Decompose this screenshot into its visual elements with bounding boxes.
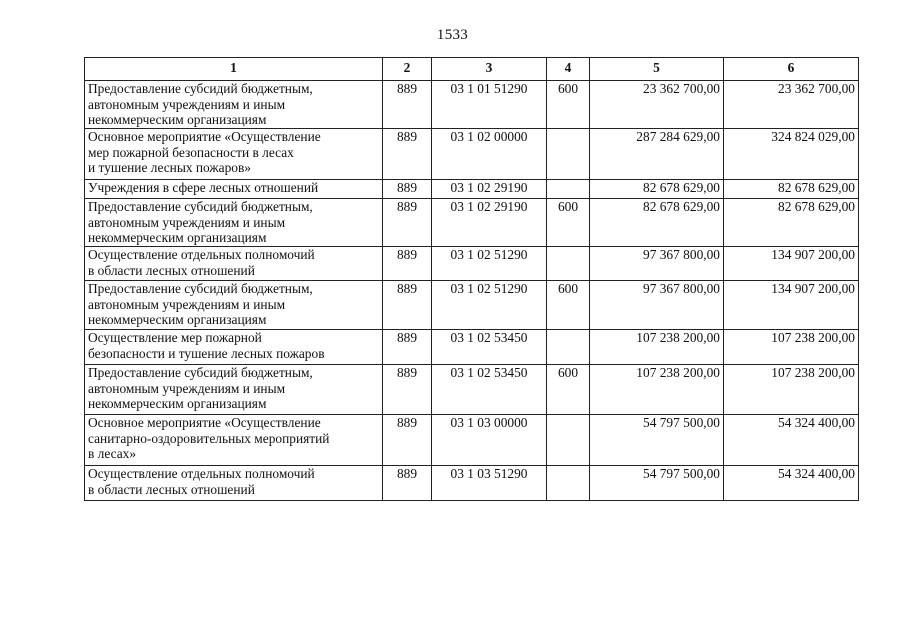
row-target-article: 03 1 02 53450 — [432, 365, 547, 415]
table-row — [85, 199, 859, 247]
row-amount-year1: 82 678 629,00 — [590, 180, 724, 199]
column-header-5: 5 — [590, 58, 724, 81]
row-ministry-code: 889 — [383, 81, 432, 129]
row-amount-year1: 54 797 500,00 — [590, 415, 724, 466]
row-amount-year1: 107 238 200,00 — [590, 365, 724, 415]
row-amount-year2: 107 238 200,00 — [724, 365, 859, 415]
row-amount-year2: 134 907 200,00 — [724, 247, 859, 281]
row-expense-type: 600 — [547, 281, 590, 330]
row-amount-year2: 54 324 400,00 — [724, 415, 859, 466]
row-ministry-code: 889 — [383, 199, 432, 247]
row-ministry-code: 889 — [383, 281, 432, 330]
row-ministry-code: 889 — [383, 330, 432, 365]
row-amount-year1: 97 367 800,00 — [590, 281, 724, 330]
row-description: Основное мероприятие «Осуществление мер пожарной безопасности в лесах и тушение лесных пожаров» — [85, 129, 383, 180]
row-target-article: 03 1 03 51290 — [432, 466, 547, 501]
row-amount-year1: 54 797 500,00 — [590, 466, 724, 501]
row-amount-year1: 82 678 629,00 — [590, 199, 724, 247]
row-ministry-code: 889 — [383, 247, 432, 281]
row-description: Предоставление субсидий бюджетным, автономным учреждениям и иным некоммерческим организациям — [85, 81, 383, 129]
table-row — [85, 281, 859, 330]
row-description: Осуществление мер пожарной безопасности и тушение лесных пожаров — [85, 330, 383, 365]
row-description: Предоставление субсидий бюджетным, автономным учреждениям и иным некоммерческим организациям — [85, 281, 383, 330]
table-row — [85, 365, 859, 415]
row-amount-year2: 82 678 629,00 — [724, 199, 859, 247]
table-row — [85, 466, 859, 501]
row-ministry-code: 889 — [383, 365, 432, 415]
row-target-article: 03 1 03 00000 — [432, 415, 547, 466]
row-description: Осуществление отдельных полномочий в области лесных отношений — [85, 247, 383, 281]
row-amount-year2: 134 907 200,00 — [724, 281, 859, 330]
column-header-4: 4 — [547, 58, 590, 81]
row-target-article: 03 1 02 00000 — [432, 129, 547, 180]
row-amount-year2: 107 238 200,00 — [724, 330, 859, 365]
row-target-article: 03 1 02 53450 — [432, 330, 547, 365]
budget-table — [84, 57, 859, 501]
table-row — [85, 330, 859, 365]
row-expense-type: 600 — [547, 199, 590, 247]
row-expense-type — [547, 129, 590, 180]
row-description: Основное мероприятие «Осуществление санитарно-оздоровительных мероприятий в лесах» — [85, 415, 383, 466]
row-amount-year2: 82 678 629,00 — [724, 180, 859, 199]
row-expense-type: 600 — [547, 365, 590, 415]
row-ministry-code: 889 — [383, 466, 432, 501]
table-row — [85, 81, 859, 129]
row-description: Предоставление субсидий бюджетным, автономным учреждениям и иным некоммерческим организациям — [85, 199, 383, 247]
column-header-1: 1 — [85, 58, 383, 81]
row-target-article: 03 1 01 51290 — [432, 81, 547, 129]
row-amount-year1: 23 362 700,00 — [590, 81, 724, 129]
row-expense-type — [547, 415, 590, 466]
table-header-row — [85, 58, 859, 81]
row-amount-year2: 54 324 400,00 — [724, 466, 859, 501]
row-expense-type — [547, 247, 590, 281]
row-amount-year1: 107 238 200,00 — [590, 330, 724, 365]
column-header-3: 3 — [432, 58, 547, 81]
row-ministry-code: 889 — [383, 129, 432, 180]
column-header-2: 2 — [383, 58, 432, 81]
table-row — [85, 247, 859, 281]
table-row — [85, 180, 859, 199]
row-expense-type: 600 — [547, 81, 590, 129]
page-number: 1533 — [436, 27, 469, 43]
row-expense-type — [547, 180, 590, 199]
row-amount-year1: 287 284 629,00 — [590, 129, 724, 180]
row-ministry-code: 889 — [383, 180, 432, 199]
table-row — [85, 129, 859, 180]
row-amount-year2: 23 362 700,00 — [724, 81, 859, 129]
row-target-article: 03 1 02 29190 — [432, 199, 547, 247]
table-row — [85, 415, 859, 466]
row-expense-type — [547, 466, 590, 501]
row-target-article: 03 1 02 51290 — [432, 247, 547, 281]
row-description: Осуществление отдельных полномочий в области лесных отношений — [85, 466, 383, 501]
row-expense-type — [547, 330, 590, 365]
column-header-6: 6 — [724, 58, 859, 81]
row-amount-year1: 97 367 800,00 — [590, 247, 724, 281]
row-target-article: 03 1 02 51290 — [432, 281, 547, 330]
row-ministry-code: 889 — [383, 415, 432, 466]
row-description: Предоставление субсидий бюджетным, автономным учреждениям и иным некоммерческим организациям — [85, 365, 383, 415]
row-amount-year2: 324 824 029,00 — [724, 129, 859, 180]
row-target-article: 03 1 02 29190 — [432, 180, 547, 199]
row-description: Учреждения в сфере лесных отношений — [85, 180, 383, 199]
